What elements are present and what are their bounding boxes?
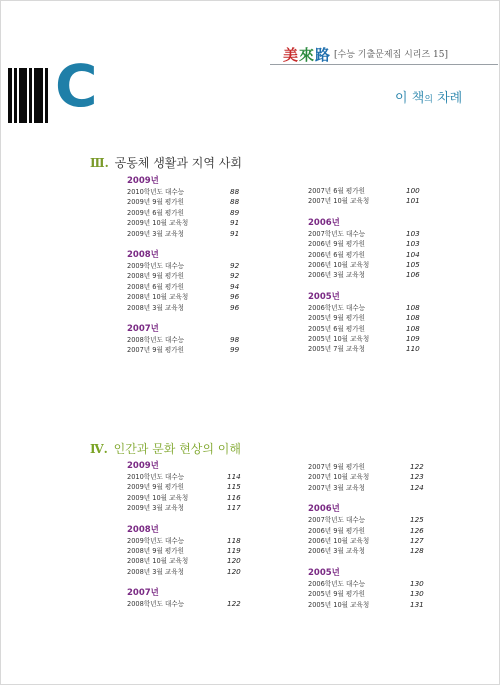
toc-entry-page: 104: [406, 249, 420, 259]
toc-entry-page: 122: [410, 462, 424, 471]
toc-entry-page: 101: [406, 196, 420, 206]
toc-entry[interactable]: [127, 271, 247, 281]
toc-entry[interactable]: [308, 250, 423, 260]
toc-entry-label: 2007년 9월 평가원: [127, 346, 185, 355]
year-group: [127, 524, 247, 578]
toc-entry-page: 119: [227, 545, 241, 555]
toc-entry-page: 114: [227, 472, 241, 481]
toc-entry-label: 2008년 3월 교육청: [127, 303, 185, 312]
toc-entry-label: 2006년 10월 교육청: [308, 536, 370, 545]
toc-entry[interactable]: [127, 208, 247, 218]
year-heading: 2006년: [308, 217, 340, 228]
toc-entry-page: 131: [410, 599, 424, 609]
toc-entry-page: 108: [406, 302, 420, 312]
toc-entry[interactable]: [308, 589, 423, 599]
toc-entry[interactable]: [308, 600, 423, 610]
toc-entry[interactable]: [127, 493, 247, 503]
year-group: [127, 175, 247, 239]
toc-entry[interactable]: [308, 536, 423, 546]
toc-entry[interactable]: [308, 324, 423, 334]
toc-entry[interactable]: [127, 292, 247, 302]
toc-entry[interactable]: [127, 567, 247, 577]
year-group: [308, 462, 423, 493]
toc-entry-label: 2005년 6월 평가원: [308, 324, 366, 333]
toc-entry-label: 2008년 3월 교육청: [127, 567, 185, 576]
toc-entry-page: 88: [230, 187, 240, 196]
toc-entry-label: 2008년 10월 교육청: [127, 293, 189, 302]
section-4-right-column: [308, 462, 423, 620]
toc-entry[interactable]: [127, 599, 247, 609]
toc-entry[interactable]: [127, 345, 247, 355]
toc-entry-page: 125: [410, 515, 424, 525]
toc-entry-page: 99: [230, 345, 240, 355]
year-heading: 2006년: [308, 504, 340, 515]
toc-entry-label: 2009학년도 대수능: [127, 261, 185, 270]
toc-entry-label: 2009년 10월 교육청: [127, 493, 189, 502]
toc-entry-label: 2010학년도 대수능: [127, 473, 185, 481]
toc-entry-page: 120: [227, 556, 241, 566]
toc-entry-page: 96: [230, 302, 240, 312]
toc-entry-page: 94: [230, 281, 240, 291]
section-4-left-column: [127, 460, 247, 620]
year-group: [308, 567, 423, 610]
toc-entry-label: 2008학년도 대수능: [127, 335, 185, 344]
section-title: Ⅲ. 공동체 생활과 지역 사회: [90, 156, 242, 170]
toc-entry[interactable]: [127, 187, 247, 197]
year-group: [308, 186, 423, 207]
toc-entry-label: 2005년 9월 평가원: [308, 314, 366, 323]
toc-entry[interactable]: [308, 344, 423, 354]
toc-entry-label: 2007년 6월 평가원: [308, 187, 366, 195]
year-heading: 2009년: [127, 461, 159, 471]
toc-entry-page: 116: [227, 492, 241, 502]
toc-entry-label: 2006년 10월 교육청: [308, 260, 370, 269]
toc-entry-label: 2009년 3월 교육청: [127, 504, 185, 513]
toc-entry-page: 91: [230, 228, 240, 238]
year-group: [127, 249, 247, 313]
toc-entry[interactable]: [308, 483, 423, 493]
toc-entry-page: 130: [410, 589, 424, 599]
toc-entry-label: 2007학년도 대수능: [308, 229, 366, 238]
toc-entry[interactable]: [308, 546, 423, 556]
toc-entry[interactable]: [308, 196, 423, 206]
toc-entry-label: 2005년 9월 평가원: [308, 590, 366, 599]
toc-entry-label: 2009년 3월 교육청: [127, 229, 185, 238]
toc-entry-label: 2009년 10월 교육청: [127, 219, 189, 228]
toc-entry-page: 109: [406, 333, 420, 343]
year-heading: 2007년: [127, 323, 159, 334]
year-group: [308, 217, 423, 281]
year-group: [127, 460, 247, 514]
toc-entry[interactable]: [127, 197, 247, 207]
toc-entry-label: 2006학년도 대수능: [308, 303, 366, 312]
toc-entry-page: 130: [410, 578, 424, 588]
toc-entry[interactable]: [127, 218, 247, 228]
section-3-right-column: [308, 186, 423, 365]
toc-entry-label: 2006년 3월 교육청: [308, 271, 366, 280]
year-group: [127, 587, 247, 609]
header-divider: [270, 64, 498, 65]
toc-entry-label: 2006학년도 대수능: [308, 579, 366, 588]
chapter-letter: C: [55, 52, 98, 120]
toc-entry-label: 2007년 10월 교육청: [308, 473, 370, 482]
toc-entry[interactable]: [308, 239, 423, 249]
toc-entry[interactable]: [308, 462, 423, 472]
toc-entry-label: 2008년 9월 평가원: [127, 546, 185, 555]
toc-entry-page: 108: [406, 313, 420, 323]
toc-entry[interactable]: [308, 270, 423, 280]
year-heading: 2008년: [127, 249, 159, 260]
toc-entry[interactable]: [308, 260, 423, 270]
toc-entry[interactable]: [308, 515, 423, 525]
toc-entry[interactable]: [308, 303, 423, 313]
toc-entry[interactable]: [308, 186, 423, 196]
toc-entry-label: 2009년 9월 평가원: [127, 483, 185, 492]
toc-entry[interactable]: [127, 482, 247, 492]
toc-title: 이 책의 차례: [395, 91, 463, 106]
toc-entry-page: 117: [227, 503, 241, 513]
toc-entry-label: 2008년 9월 평가원: [127, 272, 185, 281]
toc-entry-page: 91: [230, 218, 240, 228]
toc-entry-page: 122: [227, 599, 241, 609]
toc-entry-label: 2006년 9월 평가원: [308, 240, 366, 249]
toc-entry-page: 92: [230, 260, 240, 270]
toc-entry-label: 2007학년도 대수능: [308, 516, 366, 525]
toc-entry[interactable]: [127, 536, 247, 546]
toc-entry-page: 88: [230, 197, 240, 207]
series-label: [수능 기출문제집 시리즈 15]: [334, 50, 448, 60]
toc-entry-page: 92: [230, 271, 240, 281]
year-group: [127, 323, 247, 356]
toc-entry[interactable]: [308, 579, 423, 589]
toc-entry-label: 2009년 9월 평가원: [127, 198, 185, 207]
toc-entry-page: 123: [410, 472, 424, 482]
toc-entry[interactable]: [127, 303, 247, 313]
toc-entry[interactable]: [127, 503, 247, 513]
toc-entry-page: 100: [406, 186, 420, 195]
toc-entry[interactable]: [127, 229, 247, 239]
toc-entry-label: 2009년 6월 평가원: [127, 208, 185, 217]
toc-entry[interactable]: [308, 313, 423, 323]
toc-entry[interactable]: [127, 282, 247, 292]
toc-entry-label: 2005년 10월 교육청: [308, 600, 370, 609]
toc-entry-page: 89: [230, 207, 240, 217]
toc-entry-page: 103: [406, 239, 420, 249]
toc-entry-page: 120: [227, 566, 241, 576]
year-heading: 2009년: [127, 176, 159, 186]
toc-entry-page: 98: [230, 334, 240, 344]
toc-entry-page: 105: [406, 259, 420, 269]
toc-entry-page: 118: [227, 535, 241, 545]
toc-entry[interactable]: [308, 472, 423, 482]
toc-entry-label: 2005년 10월 교육청: [308, 334, 370, 343]
toc-entry-page: 108: [406, 323, 420, 333]
toc-entry-label: 2007년 10월 교육청: [308, 197, 370, 206]
toc-entry-page: 126: [410, 525, 424, 535]
year-heading: 2005년: [308, 291, 340, 302]
toc-entry-page: 106: [406, 270, 420, 280]
toc-entry-label: 2008년 10월 교육청: [127, 557, 189, 566]
toc-entry-page: 96: [230, 292, 240, 302]
toc-entry[interactable]: [127, 556, 247, 566]
toc-entry-page: 115: [227, 482, 241, 492]
toc-entry[interactable]: [308, 526, 423, 536]
barcode-mark-icon: [8, 68, 48, 123]
toc-entry-page: 127: [410, 535, 424, 545]
toc-entry-label: 2006년 6월 평가원: [308, 250, 366, 259]
toc-entry-label: 2008학년도 대수능: [127, 600, 185, 609]
toc-entry-label: 2007년 3월 교육청: [308, 483, 366, 492]
year-heading: 2007년: [127, 588, 159, 599]
year-group: [308, 291, 423, 355]
toc-entry[interactable]: [308, 334, 423, 344]
toc-entry-label: 2008년 6월 평가원: [127, 282, 185, 291]
toc-entry[interactable]: [308, 229, 423, 239]
section-3-left-column: [127, 175, 247, 366]
section-title: Ⅳ. 인간과 문화 현상의 이해: [90, 442, 241, 456]
toc-entry-page: 110: [406, 344, 420, 354]
brand-logo: 美來路: [283, 46, 332, 64]
toc-entry[interactable]: [127, 261, 247, 271]
toc-entry[interactable]: [127, 546, 247, 556]
toc-entry-label: 2009학년도 대수능: [127, 536, 185, 545]
toc-entry-label: 2006년 9월 평가원: [308, 526, 366, 535]
toc-entry-label: 2007년 9월 평가원: [308, 463, 366, 471]
toc-entry-page: 124: [410, 482, 424, 492]
toc-entry[interactable]: [127, 472, 247, 482]
year-group: [308, 503, 423, 557]
toc-entry-label: 2005년 7월 교육청: [308, 345, 366, 354]
toc-entry[interactable]: [127, 335, 247, 345]
toc-entry-page: 128: [410, 546, 424, 556]
year-heading: 2005년: [308, 567, 340, 578]
toc-entry-page: 103: [406, 228, 420, 238]
toc-entry-label: 2006년 3월 교육청: [308, 547, 366, 556]
toc-entry-label: 2010학년도 대수능: [127, 188, 185, 196]
year-heading: 2008년: [127, 524, 159, 535]
